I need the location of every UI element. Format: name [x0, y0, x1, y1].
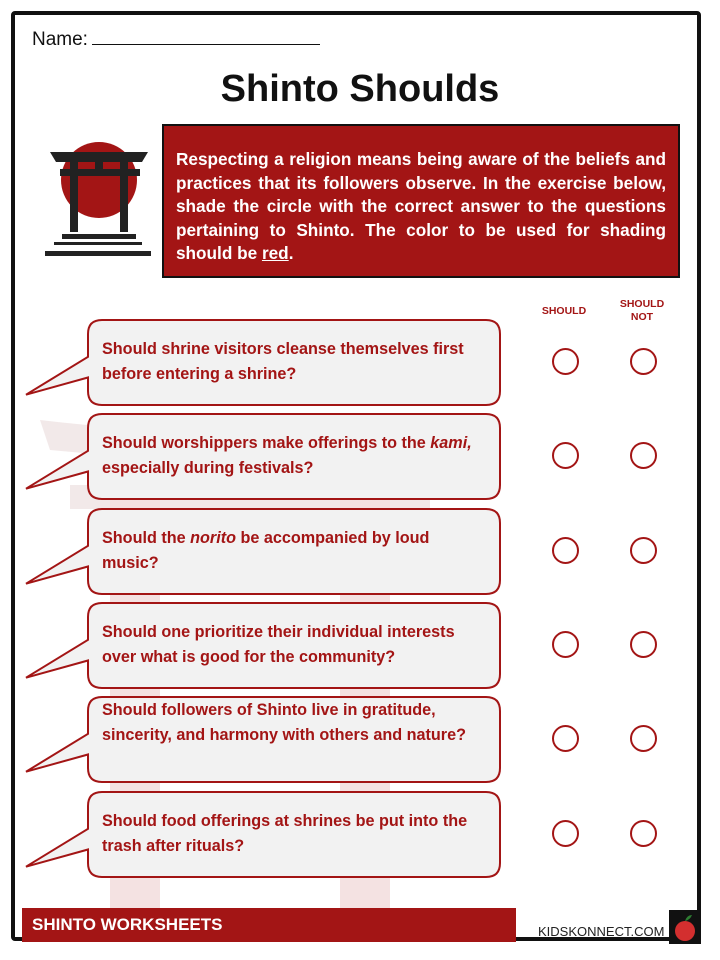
instructions-box: [162, 124, 680, 278]
answer-circle-should-not[interactable]: [630, 820, 657, 847]
torii-gate-icon: [42, 138, 152, 260]
site-url: KIDSKONNECT.COM: [538, 924, 665, 939]
instructions-emphasis: red: [261, 243, 289, 264]
question-text: Should shrine visitors cleanse themselves first before entering a shrine?: [102, 340, 464, 383]
answer-circle-should[interactable]: [552, 537, 579, 564]
question-item: [22, 508, 502, 594]
question-text: Should followers of Shinto live in gratitude, sincerity, and harmony with others and nature?: [102, 701, 466, 744]
instructions-text: Respecting a religion means being aware of the beliefs and practices that its followers observe. In the exercise below, shade the circle with the correct answer to the questions pertaining to Shinto. The color to be used for shading should be: [176, 149, 666, 264]
instructions-end: .: [288, 243, 294, 264]
answer-circle-should-not[interactable]: [630, 348, 657, 375]
page-title: Shinto Shoulds: [220, 68, 500, 110]
answer-circle-should[interactable]: [552, 725, 579, 752]
answer-circle-should-not[interactable]: [630, 442, 657, 469]
question-item: [22, 696, 502, 782]
name-line[interactable]: [92, 28, 320, 45]
footer-label: SHINTO WORKSHEETS: [32, 915, 223, 934]
footer-bar: [22, 908, 516, 942]
question-item: [22, 791, 502, 877]
name-field[interactable]: [32, 28, 320, 51]
answer-circle-should-not[interactable]: [630, 631, 657, 658]
column-should-header: SHOULD: [541, 305, 587, 317]
question-text: Should food offerings at shrines be put into the trash after rituals?: [102, 812, 468, 855]
apple-logo-icon: [669, 910, 701, 944]
question-item: [22, 602, 502, 688]
answer-circle-should[interactable]: [552, 820, 579, 847]
answer-circle-should[interactable]: [552, 348, 579, 375]
question-item: [22, 413, 502, 499]
answer-circle-should[interactable]: [552, 442, 579, 469]
question-item: [22, 319, 502, 405]
question-text: Should one prioritize their individual interests over what is good for the community?: [102, 623, 455, 666]
column-should-not-header: SHOULD NOT: [619, 298, 665, 323]
question-text: Should worshippers make offerings to the kami, especially during festivals?: [102, 434, 472, 477]
name-label: Name:: [32, 29, 88, 50]
question-text: Should the norito be accompanied by loud music?: [102, 529, 430, 572]
answer-circle-should[interactable]: [552, 631, 579, 658]
answer-circle-should-not[interactable]: [630, 537, 657, 564]
answer-circle-should-not[interactable]: [630, 725, 657, 752]
